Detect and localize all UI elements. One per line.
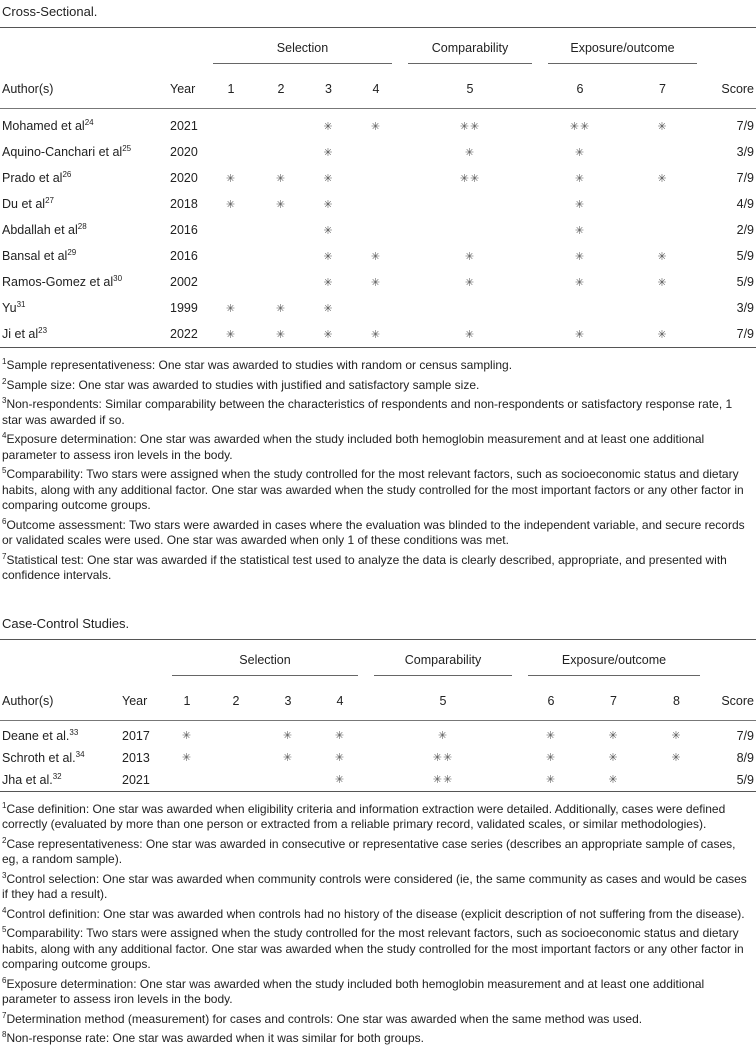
star-rating-cell: ✳: [275, 302, 287, 315]
star-rating-cell: [257, 243, 305, 269]
column-header: Score: [708, 682, 756, 721]
footnote: [2, 463, 754, 514]
reference-number: 33: [69, 727, 79, 737]
table-row: [0, 747, 756, 769]
group-header-exposure-outcome: Exposure/outcome: [528, 653, 700, 676]
star-rating-cell: [210, 720, 262, 747]
star-rating-cell: ✳: [574, 276, 586, 289]
star-rating-cell: ✳: [334, 774, 346, 786]
star-rating-cell: ✳: [437, 730, 449, 742]
star-rating-cell: ✳: [574, 328, 586, 341]
star-rating-cell: ✳: [545, 752, 557, 764]
star-rating-cell: ✳: [671, 730, 682, 742]
year-cell: 2017: [122, 728, 150, 743]
star-rating-cell: ✳✳: [432, 774, 454, 786]
reference-number: 31: [16, 300, 26, 310]
author-name: Aquino-Canchari et al: [2, 145, 123, 160]
star-rating-cell: ✳: [323, 198, 334, 211]
reference-number: 25: [122, 144, 132, 154]
author-cell: [0, 243, 168, 269]
column-header: 5: [366, 682, 520, 721]
column-header: Score: [705, 70, 756, 109]
author-name: Ramos-Gomez et al: [2, 275, 114, 290]
table-row: [0, 243, 756, 269]
footnote-number: 4: [2, 431, 7, 440]
column-header: 4: [352, 70, 400, 109]
star-rating-cell: [257, 269, 305, 295]
group-header-comparability: Comparability: [374, 653, 512, 676]
column-headers: [0, 70, 756, 109]
star-rating-cell: ✳: [464, 276, 476, 289]
star-rating-cell: ✳: [574, 250, 586, 263]
footnote-number: 3: [2, 396, 7, 405]
star-rating-cell: ✳: [370, 120, 382, 133]
footnote-number: 1: [2, 357, 7, 366]
score-cell: 7/9: [736, 171, 755, 185]
star-rating-cell: [257, 109, 305, 140]
star-rating-cell: [210, 747, 262, 769]
star-rating-cell: ✳: [225, 172, 237, 185]
year-cell: 2016: [170, 249, 198, 263]
star-rating-cell: ✳: [464, 328, 476, 341]
footnote: [2, 833, 754, 868]
footnotes: [0, 792, 756, 1047]
author-name: Mohamed et al: [2, 119, 85, 134]
star-rating-cell: ✳: [225, 302, 237, 315]
author-name: Deane et al.: [2, 729, 70, 744]
author-cell: [0, 321, 168, 348]
star-rating-cell: ✳: [657, 250, 668, 263]
footnote-number: 1: [2, 800, 7, 810]
reference-number: 23: [38, 326, 48, 336]
column-header: 2: [257, 70, 305, 109]
star-rating-cell: ✳: [545, 774, 557, 786]
star-rating-cell: [352, 295, 400, 321]
star-rating-cell: [620, 139, 705, 165]
score-cell: 4/9: [736, 197, 755, 211]
table-row: [0, 321, 756, 348]
column-headers: [0, 682, 756, 721]
score-cell: 5/9: [736, 772, 754, 787]
author-cell: [0, 139, 168, 165]
star-rating-cell: ✳: [608, 752, 619, 764]
star-rating-cell: ✳: [323, 224, 334, 237]
footnote: [2, 1027, 754, 1047]
star-rating-cell: [205, 217, 257, 243]
column-header: Year: [168, 70, 205, 109]
score-cell: 7/9: [736, 728, 754, 743]
case-control-table: [0, 639, 756, 792]
star-rating-cell: ✳: [323, 328, 334, 341]
footnote-text: Sample representativeness: One star was awarded to studies with random or census sampling.: [6, 358, 513, 372]
star-rating-cell: [257, 139, 305, 165]
footnote-text: Non-respondents: Similar comparability between the characteristics of respondents and non-respondents or satisfactory response rate, 1 star was awarded if so.: [2, 397, 733, 427]
reference-number: 34: [75, 749, 85, 759]
star-rating-cell: ✳✳: [459, 172, 481, 185]
footnote-text: Case definition: One star was awarded when eligibility criteria and information extraction were detailed. Additionally, cases were defined correctly (evaluated by more than one person or extracted from a reliable primary record, validated scales, or similar methodologies).: [2, 801, 726, 831]
column-header: 7: [620, 70, 705, 109]
reference-number: 30: [113, 274, 123, 284]
star-rating-cell: ✳: [275, 198, 287, 211]
star-rating-cell: [540, 295, 620, 321]
star-rating-cell: [620, 295, 705, 321]
star-rating-cell: ✳: [464, 250, 476, 263]
year-cell: 2020: [170, 171, 198, 185]
footnote-number: 6: [2, 975, 7, 985]
score-cell: 7/9: [736, 119, 755, 133]
footnote-text: Control definition: One star was awarded when controls had no history of the disease (explicit description of not suffering from the disease).: [6, 906, 745, 921]
footnotes: [0, 348, 756, 584]
year-cell: 2020: [170, 145, 198, 159]
year-cell: 1999: [170, 301, 198, 315]
author-name: Prado et al: [2, 171, 63, 186]
star-rating-cell: ✳: [181, 752, 193, 764]
column-header: 1: [205, 70, 257, 109]
star-rating-cell: ✳✳: [569, 120, 591, 133]
star-rating-cell: [400, 217, 540, 243]
table-row: [0, 269, 756, 295]
column-header: Author(s): [0, 70, 168, 109]
star-rating-cell: ✳: [370, 276, 382, 289]
footnote-number: 5: [2, 925, 7, 934]
footnote: [2, 354, 754, 374]
star-rating-cell: ✳: [275, 328, 287, 341]
reference-number: 24: [84, 118, 94, 128]
year-cell: 2002: [170, 275, 198, 289]
table-row: [0, 720, 756, 747]
year-cell: 2013: [122, 750, 150, 765]
star-rating-cell: ✳✳: [459, 120, 481, 133]
footnote-text: Comparability: Two stars were assigned when the study controlled for the most relevant factors, such as socioeconomic status and dietary habits, along with any additional factor. One star was awarded when the study controlled for the most important factors or any other factor in comparing outcome groups.: [2, 926, 744, 971]
author-name: Schroth et al.: [2, 751, 76, 766]
footnote-text: Outcome assessment: Two stars were awarded in cases where the evaluation was blinded to the independent variable, and secure records or validated scales were used. One star was awarded when only 1 of these conditions was met.: [2, 517, 745, 547]
group-header-exposure-outcome: Exposure/outcome: [548, 41, 697, 64]
author-cell: [0, 295, 168, 321]
score-cell: 5/9: [736, 249, 755, 263]
star-rating-cell: ✳: [334, 752, 346, 764]
star-rating-cell: ✳: [574, 172, 586, 185]
star-rating-cell: ✳: [323, 302, 334, 315]
column-header: 2: [210, 682, 262, 721]
cross-sectional-table: [0, 27, 756, 348]
star-rating-cell: ✳: [323, 172, 334, 185]
year-cell: 2022: [170, 327, 198, 341]
footnote-text: Determination method (measurement) for cases and controls: One star was awarded when the same method was used.: [6, 1011, 643, 1026]
case-control-section: [0, 612, 756, 1047]
column-header: 5: [400, 70, 540, 109]
star-rating-cell: [262, 769, 314, 792]
footnote: [2, 428, 754, 463]
table-title: Case-Control Studies.: [2, 615, 130, 631]
footnote-text: Control selection: One star was awarded when community controls were considered (ie, the same community as cases and would be cases if they had a result).: [2, 871, 747, 901]
reference-number: 32: [52, 771, 62, 781]
footnote: [2, 868, 754, 903]
score-cell: 3/9: [736, 301, 755, 315]
author-cell: [0, 191, 168, 217]
footnote-number: 8: [2, 1030, 7, 1039]
author-name: Bansal et al: [2, 249, 68, 264]
star-rating-cell: ✳: [657, 120, 668, 133]
score-cell: 7/9: [736, 327, 755, 341]
star-rating-cell: ✳: [370, 250, 382, 263]
table-row: [0, 139, 756, 165]
column-header: 4: [314, 682, 366, 721]
footnote: [2, 393, 754, 428]
star-rating-cell: ✳: [323, 250, 334, 263]
reference-number: 28: [77, 222, 87, 232]
star-rating-cell: [400, 191, 540, 217]
star-rating-cell: ✳: [323, 120, 334, 133]
footnote: [2, 549, 754, 584]
footnote: [2, 922, 754, 973]
author-name: Ji et al: [2, 327, 39, 342]
table-title: Cross-Sectional.: [2, 4, 98, 19]
author-cell: [0, 720, 120, 747]
star-rating-cell: [205, 269, 257, 295]
footnote-text: Sample size: One star was awarded to studies with justified and satisfactory sample size.: [6, 377, 480, 392]
footnote-text: Non-response rate: One star was awarded when it was similar for both groups.: [6, 1031, 424, 1045]
star-rating-cell: [620, 217, 705, 243]
star-rating-cell: ✳: [574, 146, 586, 159]
year-cell: 2016: [170, 223, 198, 237]
table-row: [0, 217, 756, 243]
star-rating-cell: ✳: [282, 730, 294, 742]
score-cell: 5/9: [736, 275, 755, 289]
star-rating-cell: ✳: [608, 730, 619, 742]
star-rating-cell: ✳: [275, 172, 287, 185]
footnote-number: 6: [2, 516, 7, 526]
star-rating-cell: [210, 769, 262, 792]
column-header: Year: [120, 682, 164, 721]
table-row: [0, 165, 756, 191]
column-header: Author(s): [0, 682, 120, 721]
group-header-selection: Selection: [213, 41, 392, 64]
author-cell: [0, 769, 120, 792]
footnote-text: Exposure determination: One star was awarded when the study included both hemoglobin measurement and at least one additional parameter to assess iron levels in the body.: [2, 976, 705, 1006]
footnote: [2, 514, 754, 549]
column-header: 1: [164, 682, 210, 721]
star-rating-cell: [164, 769, 210, 792]
star-rating-cell: ✳: [370, 328, 382, 341]
star-rating-cell: ✳: [282, 752, 294, 764]
star-rating-cell: [205, 109, 257, 140]
column-header: 8: [645, 682, 708, 721]
star-rating-cell: [645, 769, 708, 792]
star-rating-cell: [620, 191, 705, 217]
star-rating-cell: [257, 217, 305, 243]
footnote-number: 5: [2, 466, 7, 475]
author-cell: [0, 217, 168, 243]
star-rating-cell: ✳: [574, 224, 586, 237]
footnote-number: 7: [2, 1010, 7, 1020]
table-row: [0, 769, 756, 792]
star-rating-cell: [352, 139, 400, 165]
star-rating-cell: [352, 191, 400, 217]
year-cell: 2021: [122, 772, 150, 787]
table-row: [0, 191, 756, 217]
star-rating-cell: ✳✳: [432, 752, 454, 764]
star-rating-cell: ✳: [225, 328, 237, 341]
star-rating-cell: ✳: [657, 276, 668, 289]
footnote: [2, 903, 754, 923]
footnote-number: 2: [2, 376, 7, 386]
author-name: Yu: [2, 301, 17, 316]
column-header: 6: [520, 682, 582, 721]
column-header: 7: [582, 682, 645, 721]
star-rating-cell: [205, 139, 257, 165]
star-rating-cell: [205, 243, 257, 269]
footnote-number: 7: [2, 551, 7, 561]
reference-number: 26: [62, 170, 72, 180]
footnote-text: Exposure determination: One star was awarded when the study included both hemoglobin measurement and at least one additional parameter to assess iron levels in the body.: [2, 432, 705, 462]
author-name: Du et al: [2, 197, 46, 212]
reference-number: 29: [67, 248, 77, 258]
footnote-text: Statistical test: One star was awarded if the statistical test used to analyze the data is clearly described, appropriate, and presented with confidence intervals.: [2, 552, 727, 582]
footnote-text: Case representativeness: One star was awarded in consecutive or representative case series (describes an appropriate sample of cases, eg, a random sample).: [2, 836, 736, 866]
footnote-number: 3: [2, 870, 7, 880]
footnote: [2, 973, 754, 1008]
score-cell: 8/9: [736, 750, 754, 765]
group-header-selection: Selection: [172, 653, 358, 676]
star-rating-cell: [352, 217, 400, 243]
author-cell: [0, 165, 168, 191]
author-cell: [0, 747, 120, 769]
score-cell: 3/9: [736, 145, 755, 159]
star-rating-cell: ✳: [464, 146, 476, 159]
author-cell: [0, 269, 168, 295]
author-cell: [0, 109, 168, 140]
star-rating-cell: ✳: [657, 328, 668, 341]
star-rating-cell: ✳: [334, 730, 346, 742]
reference-number: 27: [45, 196, 54, 206]
star-rating-cell: ✳: [657, 172, 668, 185]
author-name: Abdallah et al: [2, 223, 78, 238]
column-header: 3: [305, 70, 352, 109]
star-rating-cell: ✳: [323, 276, 334, 289]
star-rating-cell: [400, 295, 540, 321]
column-header: 6: [540, 70, 620, 109]
star-rating-cell: ✳: [323, 146, 334, 159]
year-cell: 2018: [170, 197, 198, 211]
column-header: 3: [262, 682, 314, 721]
table-row: [0, 109, 756, 140]
star-rating-cell: ✳: [671, 752, 682, 764]
footnote-number: 4: [2, 905, 7, 915]
year-cell: 2021: [170, 119, 198, 133]
star-rating-cell: ✳: [574, 198, 586, 211]
footnote: [2, 1008, 754, 1028]
table-row: [0, 295, 756, 321]
score-cell: 2/9: [736, 223, 755, 237]
footnote: [2, 798, 754, 833]
footnote-number: 2: [2, 835, 7, 845]
star-rating-cell: ✳: [181, 730, 193, 742]
star-rating-cell: ✳: [608, 774, 619, 786]
star-rating-cell: [352, 165, 400, 191]
footnote: [2, 374, 754, 394]
star-rating-cell: ✳: [545, 730, 557, 742]
group-header-comparability: Comparability: [408, 41, 532, 64]
star-rating-cell: ✳: [225, 198, 237, 211]
footnote-text: Comparability: Two stars were assigned when the study controlled for the most relevant factors, such as socioeconomic status and dietary habits, along with any additional factor. One star was awarded when the study controlled for the most important factors or any other factor in comparing outcome groups.: [2, 467, 744, 512]
author-name: Jha et al.: [2, 773, 53, 788]
